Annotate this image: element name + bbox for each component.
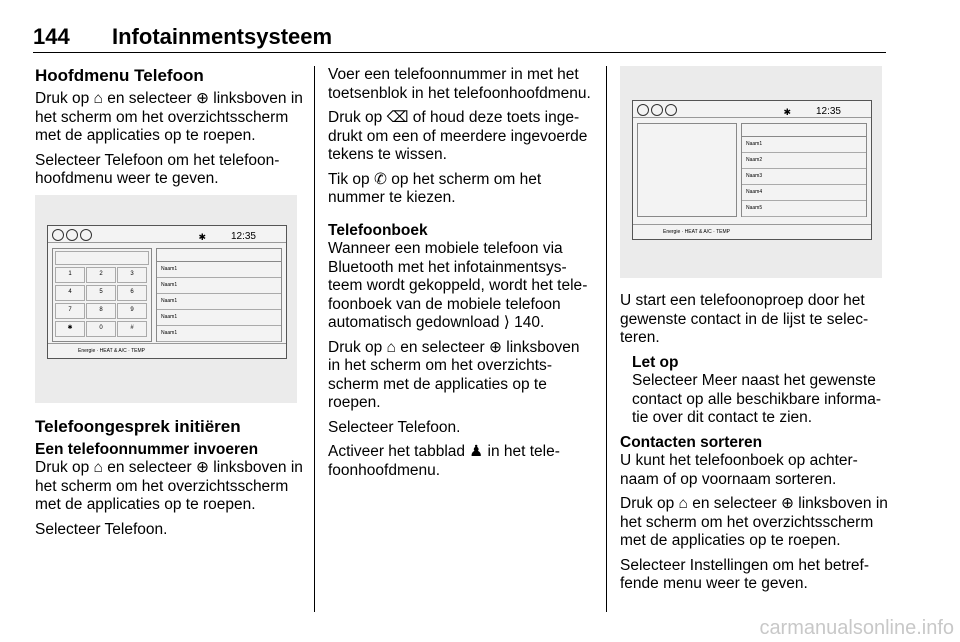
paragraph: Druk op ⌂ en selecteer ⊕ linksboven in het scherm om het overzichtsscherm met de applicaties op te roepen. xyxy=(35,459,303,513)
home-icon xyxy=(637,104,649,116)
heading-call: Telefoongesprek initiëren xyxy=(35,416,241,436)
apps-icon xyxy=(651,104,663,116)
list-item: Naam5 xyxy=(742,201,866,217)
paragraph: Voer een telefoonnummer in met het toetsenblok in het telefoonhoofdmenu. xyxy=(328,66,591,102)
note-box xyxy=(620,354,888,428)
list-item: Naam1 xyxy=(157,326,281,342)
screen-bottom-bar: Energie · HEAT & A/C · TEMP xyxy=(48,343,286,358)
phone-app-icon xyxy=(665,104,677,116)
phone-app-icon xyxy=(80,229,92,241)
infotainment-screen xyxy=(47,225,287,359)
phone-screen-figure xyxy=(35,195,297,403)
screen-clock: 12:35 xyxy=(230,230,256,242)
paragraph: Druk op ⌫ of houd deze toets ingedrukt om een of meerdere ingevoerde tekens te wissen. xyxy=(328,109,588,163)
subheading-number: Een telefoonnummer invoeren xyxy=(35,440,259,458)
paragraph: U kunt het telefoonboek op achternaam of op voornaam sorteren. xyxy=(620,452,858,488)
key-7: 7 xyxy=(55,303,85,319)
paragraph: Druk op ⌂ en selecteer ⊕ linksboven in het scherm om het overzichtsscherm met de applicaties op te roepen. xyxy=(328,338,580,411)
paragraph: U start een telefoonoproep door het gewenste contact in de lijst te selecteren. xyxy=(620,292,869,346)
screen-top-bar xyxy=(633,101,871,118)
list-item: Naam1 xyxy=(157,294,281,310)
key-1: 1 xyxy=(55,267,85,283)
list-item: Naam1 xyxy=(157,278,281,294)
paragraph: Wanneer een mobiele telefoon via Bluetooth met het infotainmentsysteem wordt gekoppeld, wordt het telefoonboek van de mobiele telefoon automatisch gedownload ⟩ 140. xyxy=(328,240,588,331)
contact-list xyxy=(741,123,867,217)
screen-bottom-bar: Energie · HEAT & A/C · TEMP xyxy=(633,224,871,239)
watermark: carmanualsonline.info xyxy=(759,617,954,639)
note-heading: Let op xyxy=(632,353,679,371)
note-text: Selecteer Meer naast het gewenste contact op alle beschikbare informatie over dit contact te zien. xyxy=(632,372,882,426)
heading-main-menu: Hoofdmenu Telefoon xyxy=(35,66,204,85)
list-item: Naam1 xyxy=(742,137,866,153)
key-6: 6 xyxy=(117,285,147,301)
page-title: Infotainmentsysteem xyxy=(112,24,333,49)
paragraph: Selecteer Telefoon. xyxy=(35,520,168,538)
key-2: 2 xyxy=(86,267,116,283)
column-2 xyxy=(328,66,593,486)
key-3: 3 xyxy=(117,267,147,283)
screen-clock: 12:35 xyxy=(815,106,841,117)
list-tabs xyxy=(157,249,281,262)
heading-sort: Contacten sorteren xyxy=(620,433,763,451)
home-icon xyxy=(52,229,64,241)
list-item: Naam1 xyxy=(157,310,281,326)
column-divider xyxy=(314,66,315,612)
paragraph: Druk op ⌂ en selecteer ⊕ linksboven in het scherm om het overzichtsscherm met de applicaties op te roepen. xyxy=(620,495,888,549)
paragraph: Selecteer Telefoon om het telefoonhoofdmenu weer te geven. xyxy=(35,151,280,187)
page-number: 144 xyxy=(33,24,70,49)
list-item: Naam1 xyxy=(157,262,281,278)
key-8: 8 xyxy=(86,303,116,319)
bluetooth-icon: ✱ xyxy=(783,107,791,117)
key-5: 5 xyxy=(86,285,116,301)
key-star: ✱ xyxy=(55,321,85,337)
bluetooth-icon: ✱ xyxy=(198,231,206,242)
keypad xyxy=(52,248,152,342)
screen-top-bar xyxy=(48,226,286,243)
phonebook-figure xyxy=(620,66,882,278)
paragraph: Druk op ⌂ en selecteer ⊕ linksboven in het scherm om het overzichtsscherm met de applicaties op te roepen. xyxy=(35,90,303,144)
key-0: 0 xyxy=(86,321,116,337)
page-header xyxy=(33,24,886,53)
apps-icon xyxy=(66,229,78,241)
number-display xyxy=(55,251,149,265)
key-4: 4 xyxy=(55,285,85,301)
paragraph: Activeer het tabblad ♟ in het telefoonhoofdmenu. xyxy=(328,443,560,479)
call-list xyxy=(156,248,282,342)
list-item: Naam4 xyxy=(742,185,866,201)
keypad xyxy=(637,123,737,217)
list-item: Naam3 xyxy=(742,169,866,185)
infotainment-screen xyxy=(632,100,872,240)
key-hash: # xyxy=(117,321,147,337)
list-tabs xyxy=(742,124,866,137)
column-divider xyxy=(606,66,607,612)
column-3 xyxy=(620,66,888,600)
list-item: Naam2 xyxy=(742,153,866,169)
paragraph: Selecteer Telefoon. xyxy=(328,418,461,436)
column-1 xyxy=(35,66,303,545)
heading-phonebook: Telefoonboek xyxy=(328,221,428,239)
paragraph: Selecteer Instellingen om het betreffende menu weer te geven. xyxy=(620,556,870,592)
key-9: 9 xyxy=(117,303,147,319)
paragraph: Tik op ✆ op het scherm om het nummer te kiezen. xyxy=(328,170,542,206)
